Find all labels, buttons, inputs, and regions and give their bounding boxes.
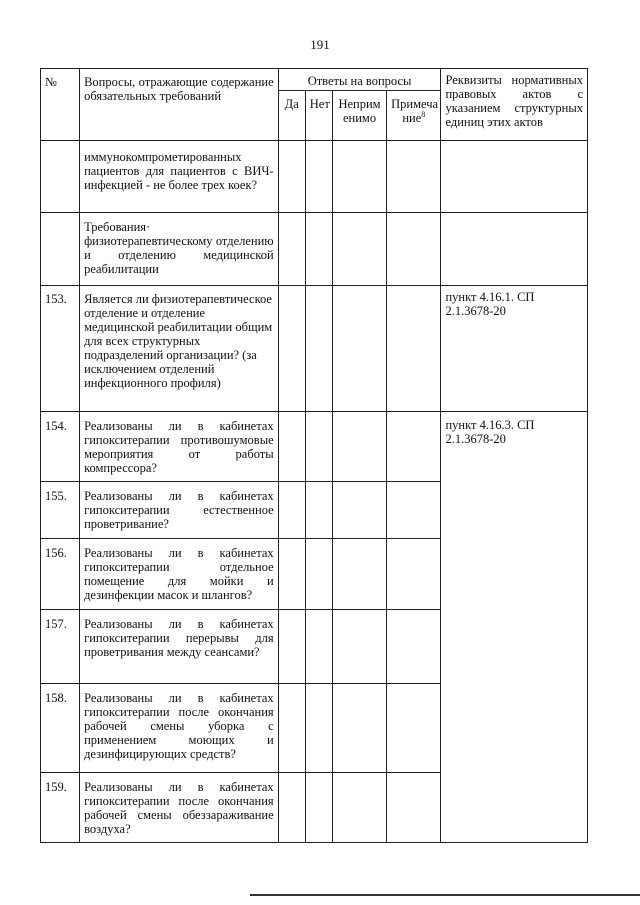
row-num: 159. [41,773,80,843]
cell-yes [278,412,305,482]
header-note-label: Примеча ние [391,97,439,125]
row-question: Является ли физиотерапевтическое отделение и отделение медицинской реабилитации общим для всех структурных подразделений организации? (за исключением отделений инфекционного профиля) [80,286,279,412]
row-num [41,141,80,213]
cell-no [305,610,332,684]
cell-yes [278,141,305,213]
table-row [41,213,588,286]
header-note-sup: 8 [421,109,426,119]
table-row [41,141,588,213]
cell-note [387,141,441,213]
cell-na [332,482,386,539]
cell-yes [278,286,305,412]
header-question: Вопросы, отражающие содержание обязательных требований [80,69,279,141]
row-question: Требования· физиотерапевтическому отделению и отделению медицинской реабилитации [80,213,279,286]
row-num [41,213,80,286]
row-question: Реализованы ли в кабинетах гипокситерапии перерывы для проветривания между сеансами? [80,610,279,684]
cell-note [387,412,441,482]
cell-na [332,684,386,773]
row-num: 157. [41,610,80,684]
table-row [41,286,588,412]
cell-yes [278,684,305,773]
cell-note [387,482,441,539]
cell-no [305,213,332,286]
row-num: 154. [41,412,80,482]
cell-no [305,684,332,773]
row-num: 158. [41,684,80,773]
page-number: 191 [310,37,330,52]
cell-note [387,286,441,412]
row-requisites [441,213,588,286]
cell-note [387,539,441,610]
row-num: 155. [41,482,80,539]
row-requisites: пункт 4.16.1. СП 2.1.3678-20 [441,286,588,412]
cell-na [332,141,386,213]
row-question: Реализованы ли в кабинетах гипокситерапии противошумовые мероприятия от работы компрессора? [80,412,279,482]
cell-yes [278,539,305,610]
header-yes: Да [278,91,305,141]
cell-yes [278,610,305,684]
header-num: № [41,69,80,141]
cell-yes [278,482,305,539]
row-num: 156. [41,539,80,610]
cell-na [332,773,386,843]
cell-na [332,610,386,684]
cell-no [305,412,332,482]
header-no: Нет [305,91,332,141]
row-question: Реализованы ли в кабинетах гипокситерапии после окончания рабочей смены обеззараживание воздуха? [80,773,279,843]
cell-no [305,286,332,412]
cell-note [387,684,441,773]
cell-na [332,213,386,286]
cell-note [387,773,441,843]
header-answers: Ответы на вопросы [278,69,441,91]
cell-yes [278,213,305,286]
header-na: Неприм енимо [332,91,386,141]
table-row [41,412,588,482]
header-note [387,91,441,141]
header-requisites: Реквизиты нормативных правовых актов с указанием структурных единиц этих актов [441,69,588,141]
row-question: Реализованы ли в кабинетах гипокситерапии отдельное помещение для мойки и дезинфекции масок и шлангов? [80,539,279,610]
row-num: 153. [41,286,80,412]
cell-no [305,141,332,213]
cell-no [305,539,332,610]
cell-na [332,412,386,482]
row-question: иммунокомпрометированных пациентов для пациентов с ВИЧ-инфекцией - не более трех коек? [80,141,279,213]
checklist-table [40,68,588,843]
row-question: Реализованы ли в кабинетах гипокситерапии естественное проветривание? [80,482,279,539]
cell-no [305,482,332,539]
cell-na [332,286,386,412]
scan-edge-line [250,894,640,896]
cell-no [305,773,332,843]
row-question: Реализованы ли в кабинетах гипокситерапии после окончания рабочей смены уборка с применением моющих и дезинфицирующих средств? [80,684,279,773]
row-requisites [441,141,588,213]
cell-yes [278,773,305,843]
row-requisites: пункт 4.16.3. СП 2.1.3678-20 [441,412,588,843]
cell-note [387,213,441,286]
cell-na [332,539,386,610]
cell-note [387,610,441,684]
